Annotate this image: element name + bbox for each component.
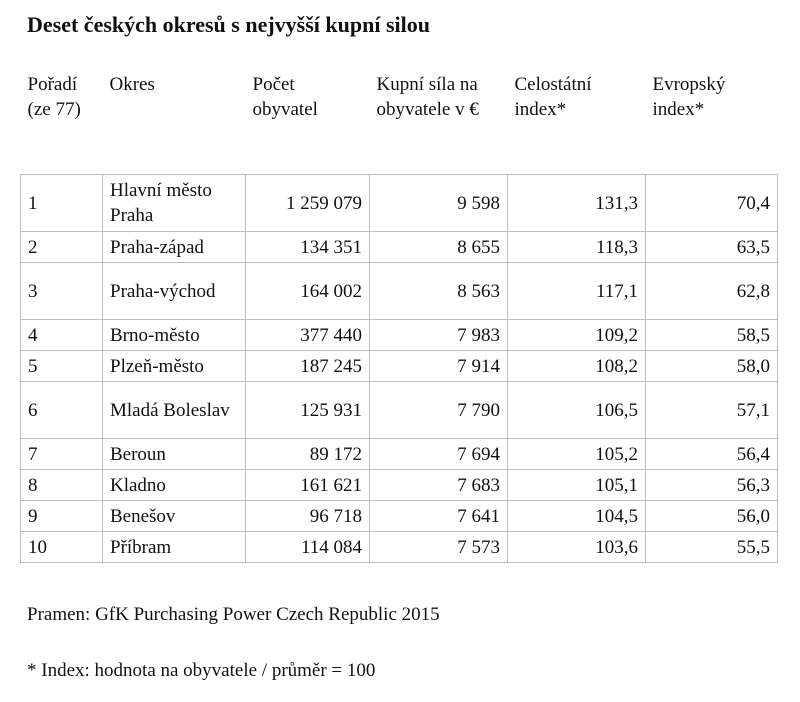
cell-rank: 7: [21, 439, 103, 470]
table-row: [21, 532, 778, 563]
cell-district: Příbram: [103, 532, 246, 563]
table-row: [21, 439, 778, 470]
table-row: [21, 351, 778, 382]
table-row: [21, 382, 778, 439]
cell-european-index: 56,3: [646, 470, 778, 501]
cell-rank: 4: [21, 320, 103, 351]
header-district: Okres: [103, 72, 246, 175]
cell-european-index: 62,8: [646, 263, 778, 320]
cell-national-index: 105,2: [508, 439, 646, 470]
cell-district: Praha-východ: [103, 263, 246, 320]
cell-european-index: 58,0: [646, 351, 778, 382]
cell-rank: 5: [21, 351, 103, 382]
table-row: [21, 263, 778, 320]
cell-national-index: 118,3: [508, 232, 646, 263]
cell-population: 377 440: [246, 320, 370, 351]
cell-national-index: 131,3: [508, 175, 646, 232]
cell-purchasing-power: 7 983: [370, 320, 508, 351]
page-title: Deset českých okresů s nejvyšší kupní silou: [27, 12, 430, 37]
cell-rank: 8: [21, 470, 103, 501]
cell-population: 161 621: [246, 470, 370, 501]
cell-purchasing-power: 8 563: [370, 263, 508, 320]
table-row: [21, 232, 778, 263]
cell-national-index: 103,6: [508, 532, 646, 563]
cell-district: Beroun: [103, 439, 246, 470]
table-row: [21, 470, 778, 501]
cell-purchasing-power: 7 694: [370, 439, 508, 470]
cell-european-index: 63,5: [646, 232, 778, 263]
cell-purchasing-power: 7 573: [370, 532, 508, 563]
cell-purchasing-power: 7 914: [370, 351, 508, 382]
cell-population: 164 002: [246, 263, 370, 320]
cell-national-index: 104,5: [508, 501, 646, 532]
cell-european-index: 58,5: [646, 320, 778, 351]
cell-purchasing-power: 8 655: [370, 232, 508, 263]
cell-rank: 10: [21, 532, 103, 563]
cell-rank: 9: [21, 501, 103, 532]
cell-national-index: 106,5: [508, 382, 646, 439]
cell-purchasing-power: 7 683: [370, 470, 508, 501]
header-european-index: Evropský index*: [646, 72, 778, 175]
cell-european-index: 57,1: [646, 382, 778, 439]
header-national-index: Celostátní index*: [508, 72, 646, 175]
cell-district: Hlavní město Praha: [103, 175, 246, 232]
table-row: [21, 501, 778, 532]
cell-population: 89 172: [246, 439, 370, 470]
cell-district: Benešov: [103, 501, 246, 532]
table-row: [21, 320, 778, 351]
cell-european-index: 55,5: [646, 532, 778, 563]
index-footnote: * Index: hodnota na obyvatele / průměr = 100: [27, 660, 376, 681]
header-population: Počet obyvatel: [246, 72, 370, 175]
cell-population: 187 245: [246, 351, 370, 382]
cell-rank: 1: [21, 175, 103, 232]
purchasing-power-table: [20, 72, 778, 563]
cell-purchasing-power: 7 790: [370, 382, 508, 439]
header-rank: Pořadí (ze 77): [21, 72, 103, 175]
cell-population: 134 351: [246, 232, 370, 263]
cell-population: 114 084: [246, 532, 370, 563]
cell-european-index: 70,4: [646, 175, 778, 232]
cell-rank: 3: [21, 263, 103, 320]
table-row: [21, 175, 778, 232]
cell-national-index: 108,2: [508, 351, 646, 382]
cell-rank: 6: [21, 382, 103, 439]
cell-purchasing-power: 9 598: [370, 175, 508, 232]
cell-district: Praha-západ: [103, 232, 246, 263]
cell-european-index: 56,4: [646, 439, 778, 470]
cell-district: Kladno: [103, 470, 246, 501]
cell-national-index: 105,1: [508, 470, 646, 501]
cell-district: Mladá Boleslav: [103, 382, 246, 439]
cell-population: 1 259 079: [246, 175, 370, 232]
table-header-row: [21, 72, 778, 175]
source-note: Pramen: GfK Purchasing Power Czech Republic 2015: [27, 604, 440, 625]
header-purchasing-power: Kupní síla na obyvatele v €: [370, 72, 508, 175]
cell-population: 96 718: [246, 501, 370, 532]
cell-district: Plzeň-město: [103, 351, 246, 382]
cell-district: Brno-město: [103, 320, 246, 351]
cell-rank: 2: [21, 232, 103, 263]
cell-european-index: 56,0: [646, 501, 778, 532]
cell-purchasing-power: 7 641: [370, 501, 508, 532]
cell-national-index: 109,2: [508, 320, 646, 351]
cell-national-index: 117,1: [508, 263, 646, 320]
cell-population: 125 931: [246, 382, 370, 439]
